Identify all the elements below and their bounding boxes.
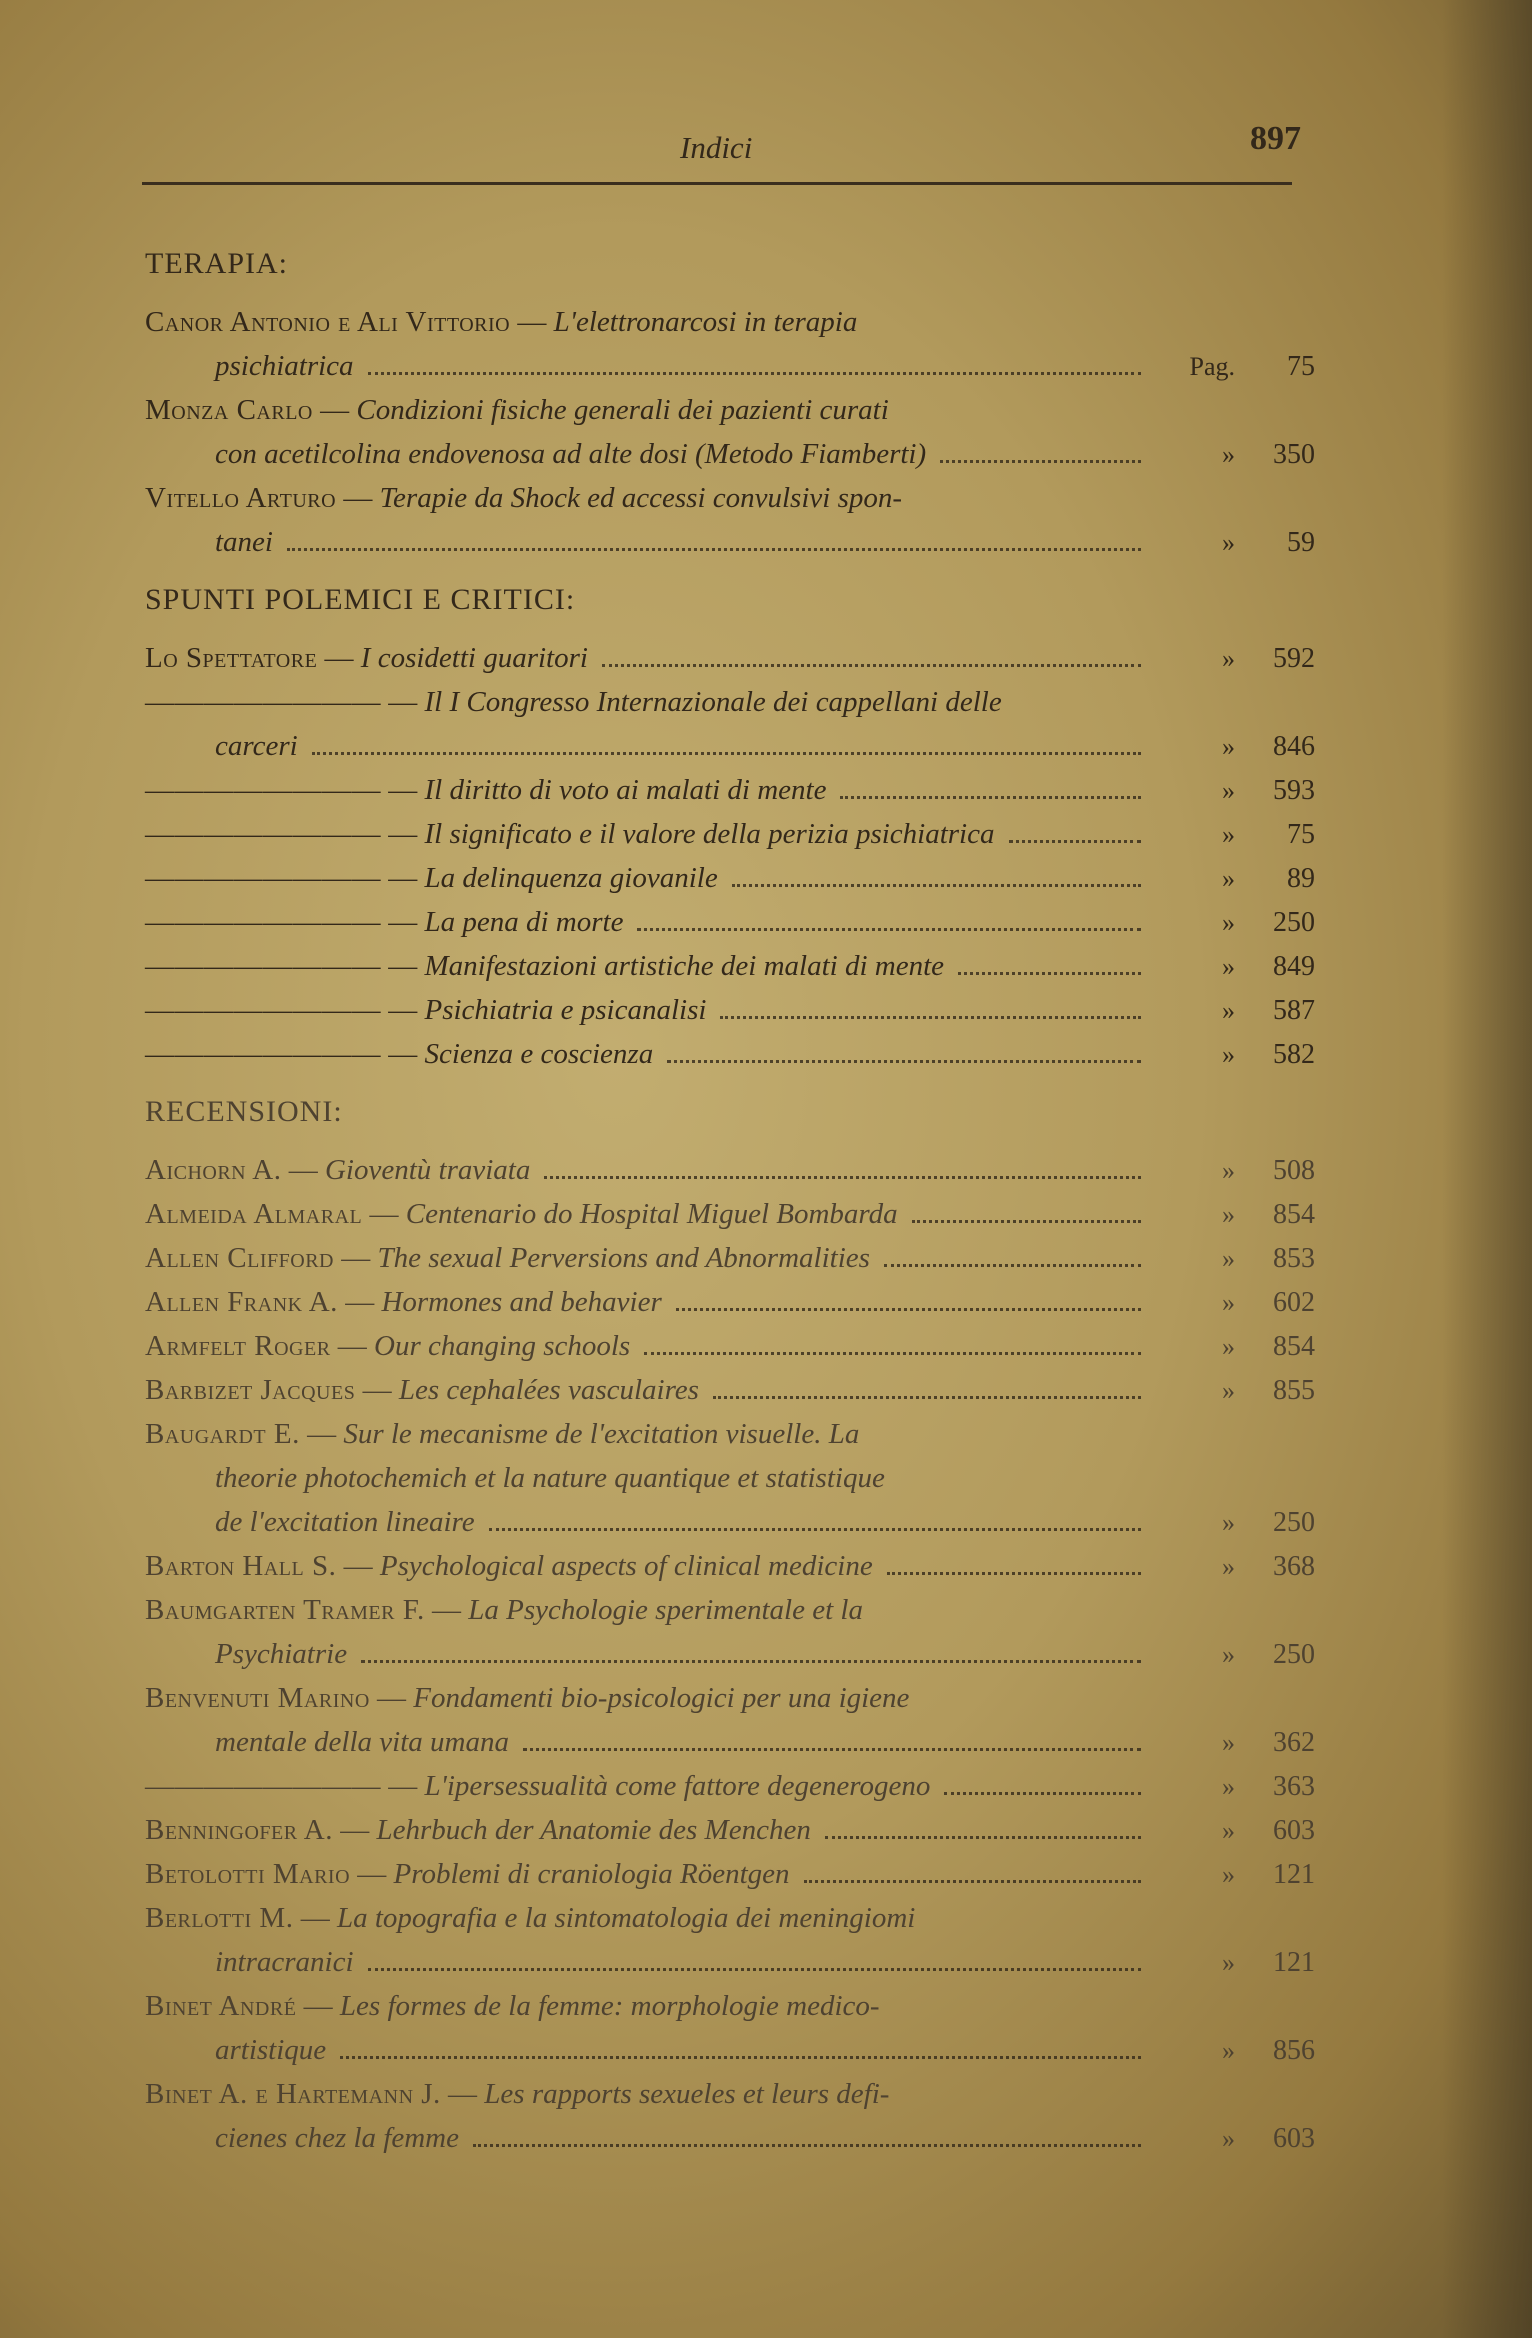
- entry-text: Binet A. e Hartemann J. — Les rapports sexueles et leurs defi-: [145, 2078, 890, 2110]
- entry-author: Binet André: [145, 1990, 297, 2022]
- entry-line: [145, 1984, 1315, 2028]
- entry-text: ———————— — La pena di morte: [145, 906, 624, 938]
- entry-page: 350: [1273, 439, 1315, 470]
- index-entry: [145, 2072, 1315, 2160]
- entry-author: Baugardt E.: [145, 1418, 300, 1450]
- page-ref-mark: »: [1222, 908, 1235, 937]
- entry-text: [215, 2028, 326, 2072]
- dot-leader: [644, 1352, 1141, 1355]
- entry-page: 603: [1273, 1815, 1315, 1846]
- dot-leader: [544, 1176, 1141, 1179]
- entry-page: 250: [1273, 907, 1315, 938]
- entry-title: Lehrbuch der Anatomie des Menchen: [376, 1814, 811, 1846]
- page-ref-mark: »: [1222, 1040, 1235, 1069]
- dot-leader: [912, 1220, 1141, 1223]
- page-ref-mark: »: [1222, 1816, 1235, 1845]
- dot-leader: [887, 1572, 1141, 1575]
- entry-text: ———————— — Scienza e coscienza: [145, 1038, 654, 1070]
- entry-text: Baumgarten Tramer F. — La Psychologie sperimentale et la: [145, 1594, 863, 1626]
- index-entry: [145, 1412, 1315, 1544]
- entry-line: [145, 2028, 1315, 2072]
- dot-leader: [825, 1836, 1141, 1839]
- entry-title: I cosidetti guaritori: [360, 642, 588, 674]
- page-ref-mark: »: [1222, 1552, 1235, 1581]
- entry-title: mentale della vita umana: [215, 1726, 509, 1758]
- entry-line: [145, 944, 1315, 988]
- entry-line: [145, 1236, 1315, 1280]
- index-entry: [145, 1324, 1315, 1368]
- dot-leader: [884, 1264, 1141, 1267]
- entry-page: 75: [1287, 819, 1315, 850]
- dot-leader: [637, 928, 1141, 931]
- entry-page: 846: [1273, 731, 1315, 762]
- entry-author: ————————: [145, 774, 381, 806]
- header-title: Indici: [680, 130, 753, 165]
- entry-text: [215, 520, 273, 564]
- entry-text: ———————— — Il I Congresso Internazionale dei cappellani delle: [145, 686, 1002, 718]
- entry-page: 856: [1273, 2035, 1315, 2066]
- entry-text: ———————— — Manifestazioni artistiche dei malati di mente: [145, 950, 945, 982]
- entry-text: Lo Spettatore — I cosidetti guaritori: [145, 642, 588, 674]
- page-ref-mark: »: [1222, 1640, 1235, 1669]
- entry-title: Il I Congresso Internazionale dei cappellani delle: [424, 686, 1002, 718]
- entry-text: Berlotti M. — La topografia e la sintomatologia dei meningiomi: [145, 1902, 916, 1934]
- entry-title: La pena di morte: [424, 906, 624, 938]
- entry-text: Aichorn A. — Gioventù traviata: [145, 1154, 531, 1186]
- entry-title: psichiatrica: [215, 350, 354, 382]
- index-entry: [145, 1852, 1315, 1896]
- entry-author: Aichorn A.: [145, 1154, 282, 1186]
- index-entry: [145, 1588, 1315, 1676]
- entry-line: [145, 1412, 1315, 1456]
- entry-page: 59: [1287, 527, 1315, 558]
- entry-text: Vitello Arturo — Terapie da Shock ed accessi convulsivi spon-: [145, 482, 903, 514]
- entry-line: [145, 1852, 1315, 1896]
- running-header: [0, 120, 1532, 170]
- page-ref-mark: »: [1222, 1156, 1235, 1185]
- entry-page: 508: [1273, 1155, 1315, 1186]
- entry-line: [145, 636, 1315, 680]
- page-ref-mark: »: [1222, 1860, 1235, 1889]
- page-ref-mark: »: [1222, 1948, 1235, 1977]
- index-entry: [145, 680, 1315, 768]
- entry-page: 849: [1273, 951, 1315, 982]
- entry-title: L'ipersessualità come fattore degenerogeno: [424, 1770, 931, 1802]
- entry-author: ————————: [145, 950, 381, 982]
- entry-line: [145, 432, 1315, 476]
- dot-leader: [287, 548, 1141, 551]
- entry-line: [145, 1500, 1315, 1544]
- entry-text: [215, 1940, 354, 1984]
- dot-leader: [720, 1016, 1141, 1019]
- entry-line: [145, 988, 1315, 1032]
- entry-line: [145, 724, 1315, 768]
- entry-author: ————————: [145, 994, 381, 1026]
- entry-line: [145, 900, 1315, 944]
- entry-line: [145, 2116, 1315, 2160]
- entry-title: Sur le mecanisme de l'excitation visuelle. La: [343, 1418, 860, 1450]
- index-entry: [145, 1280, 1315, 1324]
- entry-text: ———————— — L'ipersessualità come fattore degenerogeno: [145, 1770, 931, 1802]
- index-entry: [145, 1808, 1315, 1852]
- entry-line: [145, 768, 1315, 812]
- entry-title: Il diritto di voto ai malati di mente: [424, 774, 827, 806]
- entry-title: Il significato e il valore della perizia psichiatrica: [424, 818, 995, 850]
- index-entry: [145, 1368, 1315, 1412]
- dot-leader: [489, 1528, 1141, 1531]
- page-ref-mark: »: [1222, 528, 1235, 557]
- index-entry: [145, 1984, 1315, 2072]
- entry-page: 250: [1273, 1507, 1315, 1538]
- entry-author: Baumgarten Tramer F.: [145, 1594, 425, 1626]
- entry-text: Barton Hall S. — Psychological aspects of clinical medicine: [145, 1550, 873, 1582]
- entry-author: ————————: [145, 906, 381, 938]
- entry-text: [215, 1720, 509, 1764]
- entry-title: theorie photochemich et la nature quantique et statistique: [215, 1462, 885, 1494]
- entry-author: Armfelt Roger: [145, 1330, 331, 1362]
- entry-title: carceri: [215, 730, 298, 762]
- dot-leader: [958, 972, 1141, 975]
- entry-page: 592: [1273, 643, 1315, 674]
- page-ref-mark: »: [1222, 1244, 1235, 1273]
- dot-leader: [602, 664, 1141, 667]
- index-entry: [145, 1896, 1315, 1984]
- section-heading: SPUNTI POLEMICI E CRITICI:: [145, 583, 576, 616]
- page-ref-mark: »: [1222, 952, 1235, 981]
- page-ref-mark: »: [1222, 2036, 1235, 2065]
- entry-text: Monza Carlo — Condizioni fisiche generali dei pazienti curati: [145, 394, 889, 426]
- entry-author: ————————: [145, 862, 381, 894]
- entry-text: Armfelt Roger — Our changing schools: [145, 1330, 631, 1362]
- entry-author: Allen Frank A.: [145, 1286, 338, 1318]
- page-ref-mark: Pag.: [1189, 352, 1235, 381]
- entry-line: [145, 1896, 1315, 1940]
- entry-title: Psychological aspects of clinical medicine: [379, 1550, 873, 1582]
- index-entry: [145, 812, 1315, 856]
- entry-page: 121: [1273, 1859, 1315, 1890]
- entry-author: Allen Clifford: [145, 1242, 334, 1274]
- entry-author: ————————: [145, 1038, 381, 1070]
- entry-line: [145, 388, 1315, 432]
- index-entry: [145, 388, 1315, 476]
- entry-line: [145, 1544, 1315, 1588]
- index-entry: [145, 1148, 1315, 1192]
- entry-title: Condizioni fisiche generali dei pazienti curati: [356, 394, 889, 426]
- entry-text: ———————— — Il significato e il valore della perizia psichiatrica: [145, 818, 995, 850]
- dot-leader: [1009, 840, 1142, 843]
- entry-line: [145, 1632, 1315, 1676]
- entry-line: [145, 1588, 1315, 1632]
- entry-title: Psichiatria e psicanalisi: [424, 994, 707, 1026]
- entry-page: 593: [1273, 775, 1315, 806]
- entry-author: Barton Hall S.: [145, 1550, 337, 1582]
- entry-line: [145, 520, 1315, 564]
- entry-title: Scienza e coscienza: [424, 1038, 654, 1070]
- entry-title: Terapie da Shock ed accessi convulsivi spon-: [379, 482, 903, 514]
- index-entry: [145, 1032, 1315, 1076]
- entry-page: 368: [1273, 1551, 1315, 1582]
- entry-title: La delinquenza giovanile: [424, 862, 718, 894]
- section-heading: RECENSIONI:: [145, 1095, 343, 1128]
- dot-leader: [804, 1880, 1141, 1883]
- entry-line: [145, 1148, 1315, 1192]
- entry-author: Barbizet Jacques: [145, 1374, 356, 1406]
- entry-line: [145, 300, 1315, 344]
- entry-title: Hormones and behavier: [381, 1286, 662, 1318]
- entry-page: 854: [1273, 1331, 1315, 1362]
- entry-page: 121: [1273, 1947, 1315, 1978]
- entry-title: Problemi di craniologia Röentgen: [393, 1858, 790, 1890]
- page-ref-mark: »: [1222, 1200, 1235, 1229]
- entry-title: Our changing schools: [374, 1330, 631, 1362]
- entry-text: Almeida Almaral — Centenario do Hospital Miguel Bombarda: [145, 1198, 898, 1230]
- index-entry: [145, 476, 1315, 564]
- entry-title: Manifestazioni artistiche dei malati di mente: [424, 950, 945, 982]
- entry-line: [145, 812, 1315, 856]
- entry-author: ————————: [145, 818, 381, 850]
- entry-title: La Psychologie sperimentale et la: [468, 1594, 863, 1626]
- entry-title: artistique: [215, 2034, 327, 2066]
- page-shadow: [1442, 0, 1532, 2338]
- entry-text: Benvenuti Marino — Fondamenti bio-psicologici per una igiene: [145, 1682, 910, 1714]
- page-ref-mark: »: [1222, 440, 1235, 469]
- dot-leader: [361, 1660, 1141, 1663]
- entry-text: ———————— — Psichiatria e psicanalisi: [145, 994, 707, 1026]
- entry-title: Gioventù traviata: [324, 1154, 531, 1186]
- entry-title: Les cephalées vasculaires: [398, 1374, 699, 1406]
- dot-leader: [312, 752, 1141, 755]
- entry-text: Baugardt E. — Sur le mecanisme de l'excitation visuelle. La: [145, 1418, 860, 1450]
- entry-page: 854: [1273, 1199, 1315, 1230]
- dot-leader: [840, 796, 1141, 799]
- entry-text: [215, 1500, 475, 1544]
- entry-author: Benningofer A.: [145, 1814, 333, 1846]
- entry-page: 855: [1273, 1375, 1315, 1406]
- entry-author: Almeida Almaral: [145, 1198, 363, 1230]
- page-ref-mark: »: [1222, 820, 1235, 849]
- entry-author: Binet A. e Hartemann J.: [145, 2078, 441, 2110]
- dot-leader: [732, 884, 1141, 887]
- index-entry: [145, 1192, 1315, 1236]
- entry-line: [145, 1676, 1315, 1720]
- page-number: 897: [1250, 120, 1301, 157]
- entry-line: [145, 1720, 1315, 1764]
- page-ref-mark: »: [1222, 644, 1235, 673]
- entry-page: 362: [1273, 1727, 1315, 1758]
- index-entry: [145, 1544, 1315, 1588]
- entry-title: Centenario do Hospital Miguel Bombarda: [405, 1198, 898, 1230]
- page-ref-mark: »: [1222, 1728, 1235, 1757]
- entry-text: Betolotti Mario — Problemi di craniologia Röentgen: [145, 1858, 790, 1890]
- entry-title: Les formes de la femme: morphologie medico-: [339, 1990, 880, 2022]
- entry-line: [145, 1456, 1315, 1500]
- index-entry: [145, 636, 1315, 680]
- entry-title: La topografia e la sintomatologia dei meningiomi: [336, 1902, 916, 1934]
- page-ref-mark: »: [1222, 1332, 1235, 1361]
- entry-line: [145, 1764, 1315, 1808]
- entry-title: Psychiatrie: [215, 1638, 348, 1670]
- entry-title: con acetilcolina endovenosa ad alte dosi (Metodo Fiamberti): [215, 438, 927, 470]
- dot-leader: [368, 372, 1141, 375]
- entry-author: ————————: [145, 686, 381, 718]
- entry-text: [215, 344, 354, 388]
- entry-text: Allen Clifford — The sexual Perversions and Abnormalities: [145, 1242, 870, 1274]
- dot-leader: [523, 1748, 1141, 1751]
- entry-author: Lo Spettatore: [145, 642, 318, 674]
- entry-text: ———————— — Il diritto di voto ai malati di mente: [145, 774, 827, 806]
- header-rule: [142, 182, 1292, 185]
- index-entry: [145, 300, 1315, 388]
- index-entry: [145, 1676, 1315, 1764]
- dot-leader: [944, 1792, 1141, 1795]
- page-ref-mark: »: [1222, 1772, 1235, 1801]
- entry-line: [145, 1368, 1315, 1412]
- index-entry: [145, 944, 1315, 988]
- entry-author: Betolotti Mario: [145, 1858, 351, 1890]
- index-entry: [145, 900, 1315, 944]
- entry-title: tanei: [215, 526, 273, 558]
- page-ref-mark: »: [1222, 776, 1235, 805]
- entry-text: [215, 724, 298, 768]
- entry-line: [145, 680, 1315, 724]
- entry-text: [215, 432, 926, 476]
- entry-page: 587: [1273, 995, 1315, 1026]
- entry-line: [145, 2072, 1315, 2116]
- entry-line: [145, 1808, 1315, 1852]
- entry-page: 602: [1273, 1287, 1315, 1318]
- entry-page: 250: [1273, 1639, 1315, 1670]
- entry-author: Benvenuti Marino: [145, 1682, 370, 1714]
- entry-line: [145, 856, 1315, 900]
- entry-page: 853: [1273, 1243, 1315, 1274]
- entry-page: 89: [1287, 863, 1315, 894]
- index-entry: [145, 768, 1315, 812]
- entry-page: 363: [1273, 1771, 1315, 1802]
- entry-page: 603: [1273, 2123, 1315, 2154]
- dot-leader: [667, 1060, 1141, 1063]
- entry-text: [215, 2116, 459, 2160]
- entry-line: [145, 1032, 1315, 1076]
- entry-title: cienes chez la femme: [215, 2122, 459, 2154]
- entry-author: Vitello Arturo: [145, 482, 337, 514]
- dot-leader: [473, 2144, 1141, 2147]
- section-heading: TERAPIA:: [145, 247, 288, 280]
- entry-text: Allen Frank A. — Hormones and behavier: [145, 1286, 662, 1318]
- entry-text: Barbizet Jacques — Les cephalées vasculaires: [145, 1374, 699, 1406]
- entry-author: ————————: [145, 1770, 381, 1802]
- entry-page: 582: [1273, 1039, 1315, 1070]
- entry-text: Binet André — Les formes de la femme: morphologie medico-: [145, 1990, 880, 2022]
- entry-author: Berlotti M.: [145, 1902, 294, 1934]
- index-entry: [145, 856, 1315, 900]
- entry-author: Monza Carlo: [145, 394, 313, 426]
- entry-title: Les rapports sexueles et leurs defi-: [484, 2078, 890, 2110]
- dot-leader: [940, 460, 1141, 463]
- entry-line: [145, 344, 1315, 388]
- entry-author: Canor Antonio e Ali Vittorio: [145, 306, 511, 338]
- page-ref-mark: »: [1222, 732, 1235, 761]
- entry-line: [145, 476, 1315, 520]
- page-ref-mark: »: [1222, 1288, 1235, 1317]
- entry-text: [215, 1456, 885, 1500]
- dot-leader: [368, 1968, 1141, 1971]
- index-entry: [145, 1764, 1315, 1808]
- entry-page: 75: [1287, 351, 1315, 382]
- dot-leader: [676, 1308, 1141, 1311]
- entry-line: [145, 1280, 1315, 1324]
- page-ref-mark: »: [1222, 864, 1235, 893]
- dot-leader: [713, 1396, 1141, 1399]
- entry-line: [145, 1324, 1315, 1368]
- entry-text: [215, 1632, 347, 1676]
- page-ref-mark: »: [1222, 2124, 1235, 2153]
- index-entry: [145, 988, 1315, 1032]
- entry-text: Benningofer A. — Lehrbuch der Anatomie des Menchen: [145, 1814, 811, 1846]
- dot-leader: [340, 2056, 1141, 2059]
- entry-line: [145, 1940, 1315, 1984]
- index-entry: [145, 1236, 1315, 1280]
- page-ref-mark: »: [1222, 1376, 1235, 1405]
- entry-text: ———————— — La delinquenza giovanile: [145, 862, 718, 894]
- page-ref-mark: »: [1222, 1508, 1235, 1537]
- entry-title: de l'excitation lineaire: [215, 1506, 475, 1538]
- page-ref-mark: »: [1222, 996, 1235, 1025]
- index-content: [145, 228, 1315, 2160]
- entry-title: The sexual Perversions and Abnormalities: [377, 1242, 870, 1274]
- entry-title: intracranici: [215, 1946, 354, 1978]
- entry-title: Fondamenti bio-psicologici per una igiene: [413, 1682, 910, 1714]
- entry-text: Canor Antonio e Ali Vittorio — L'elettronarcosi in terapia: [145, 306, 858, 338]
- entry-title: L'elettronarcosi in terapia: [553, 306, 858, 338]
- entry-line: [145, 1192, 1315, 1236]
